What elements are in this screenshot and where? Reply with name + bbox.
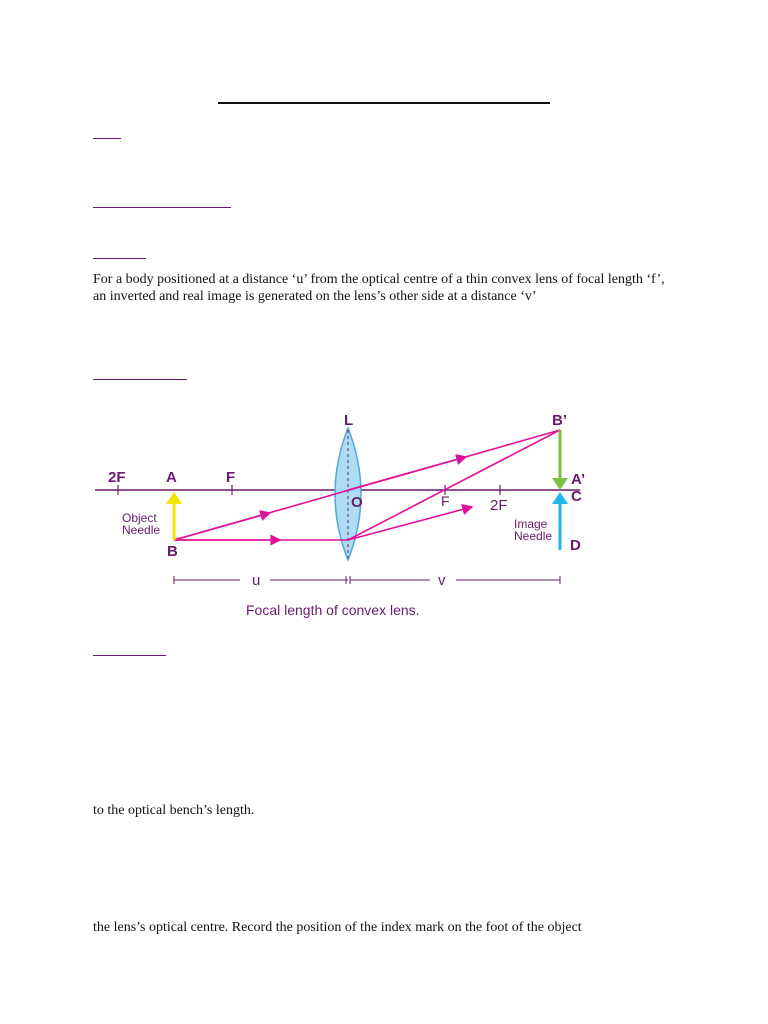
principle-paragraph: For a body positioned at a distance ‘u’ from the optical centre of a thin convex lens of focal length ‘f’, an inverted and real image is generated on the lens’s other side at a distance ‘v’ — [93, 272, 665, 304]
diagram-caption: Focal length of convex lens. — [246, 602, 420, 618]
label-B-prime: B’ — [552, 412, 567, 429]
object-needle-label-1: Object — [122, 511, 157, 525]
image-needle-label-2: Needle — [514, 529, 553, 543]
bench-length-line: to the optical bench’s length. — [93, 803, 255, 818]
section-underline-1 — [93, 138, 121, 139]
label-A: A — [166, 469, 177, 486]
label-D: D — [570, 537, 581, 554]
section-underline-5 — [93, 655, 166, 656]
label-u: u — [252, 572, 261, 589]
label-L: L — [344, 412, 354, 429]
object-needle-label-2: Needle — [122, 523, 161, 537]
optical-centre-line: the lens’s optical centre. Record the position of the index mark on the foot of the object — [93, 920, 582, 935]
section-underline-4 — [93, 379, 187, 380]
section-underline-3 — [93, 258, 146, 259]
label-C: C — [571, 488, 582, 505]
search-needle-head — [552, 492, 568, 504]
image-needle-head — [552, 478, 568, 490]
title-underline — [218, 102, 550, 104]
convex-lens-ray-diagram — [90, 400, 610, 630]
label-B: B — [167, 543, 178, 560]
image-needle-label-1: Image — [514, 517, 548, 531]
object-needle-head — [166, 492, 182, 504]
label-A-prime: A’ — [571, 471, 586, 488]
label-O: O — [351, 494, 363, 511]
label-F-right: F — [441, 493, 450, 509]
label-F-left: F — [226, 469, 236, 486]
section-underline-2 — [93, 207, 231, 208]
label-v: v — [438, 572, 446, 589]
ray-refracted-arrow — [348, 508, 468, 540]
label-2F-left: 2F — [108, 469, 126, 486]
ray-centre-arrow-1 — [174, 514, 266, 540]
label-2F-right: 2F — [490, 497, 508, 514]
